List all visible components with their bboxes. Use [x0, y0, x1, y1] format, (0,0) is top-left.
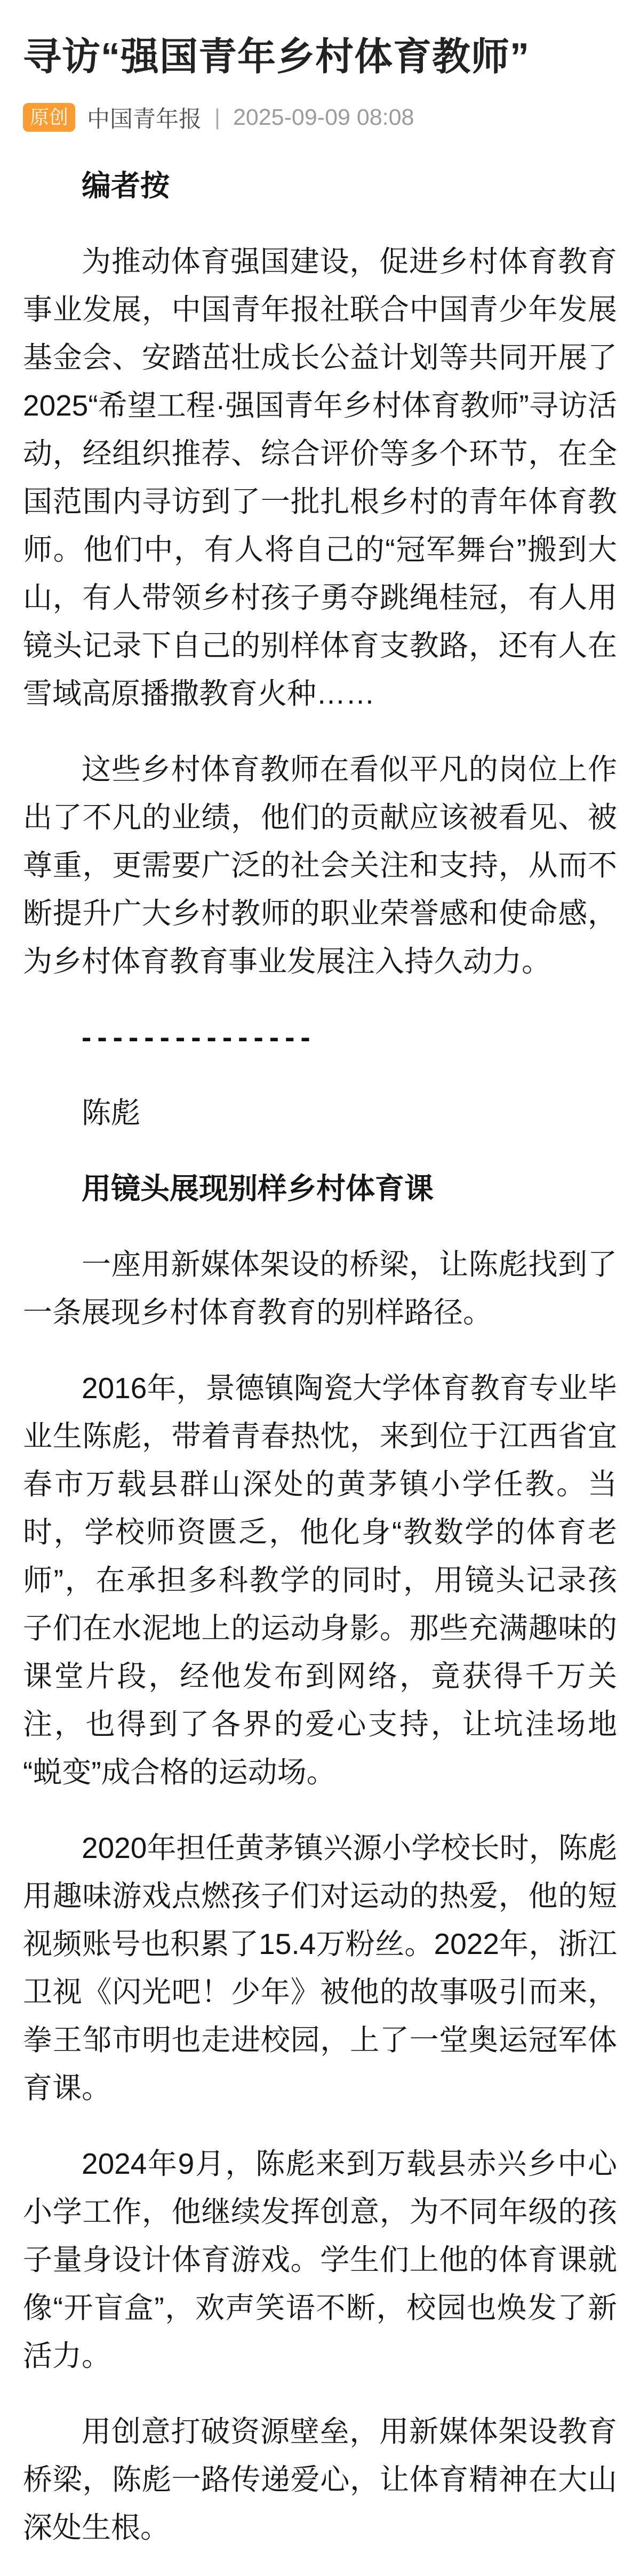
paragraph-7: 用创意打破资源壁垒，用新媒体架设教育桥梁，陈彪一路传递爱心，让体育精神在大山深处生根。 [23, 2414, 617, 2544]
dash-divider: --------------- [82, 1020, 316, 1054]
article-body [23, 162, 617, 2551]
meta-separator: | [214, 105, 220, 130]
article-title: 寻访“强国青年乡村体育教师” [23, 36, 530, 78]
paragraph-6: 2024年9月，陈彪来到万载县赤兴乡中心小学工作，他继续发挥创意，为不同年级的孩子量身设计体育游戏。学生们上他的体育课就像“开盲盒”，欢声笑语不断，校园也焕发了新活力。 [23, 2147, 617, 2372]
section-heading: 用镜头展现别样乡村体育课 [82, 1171, 434, 1205]
paragraph-2: 这些乡村体育教师在看似平凡的岗位上作出了不凡的业绩，他们的贡献应该被看见、被尊重，更需要广泛的社会关注和支持，从而不断提升广大乡村教师的职业荣誉感和使命感，为乡村体育教育事业发展注入持久动力。 [23, 752, 617, 978]
paragraph-5: 2020年担任黄茅镇兴源小学校长时，陈彪用趣味游戏点燃孩子们对运动的热爱，他的短视频账号也积累了15.4万粉丝。2022年，浙江卫视《闪光吧！少年》被他的故事吸引而来，拳王邹市明也走进校园，上了一堂奥运冠军体育课。 [23, 1831, 617, 2104]
article-meta [23, 101, 617, 134]
paragraph-1: 为推动体育强国建设，促进乡村体育教育事业发展，中国青年报社联合中国青少年发展基金会、安踏茁壮成长公益计划等共同开展了2025“希望工程·强国青年乡村体育教师”寻访活动，经组织推荐、综合评价等多个环节，在全国范围内寻访到了一批扎根乡村的青年体育教师。他们中，有人将自己的“冠军舞台”搬到大山，有人带领乡村孩子勇夺跳绳桂冠，有人用镜头记录下自己的别样体育支教路，还有人在雪域高原播撒教育火种…… [23, 244, 617, 710]
source-name[interactable]: 中国青年报 [87, 106, 202, 132]
publish-timestamp: 2025-09-09 08:08 [233, 104, 414, 130]
editor-note-label: 编者按 [82, 169, 170, 202]
author-name: 陈彪 [82, 1096, 141, 1129]
original-badge: 原创 [23, 103, 75, 132]
paragraph-4: 2016年，景德镇陶瓷大学体育教育专业毕业生陈彪，带着青春热忱，来到位于江西省宜春市万载县群山深处的黄茅镇小学任教。当时，学校师资匮乏，他化身“教数学的体育老师”，在承担多科教学的同时，用镜头记录孩子们在水泥地上的运动身影。那些充满趣味的课堂片段，经他发布到网络，竟获得千万关注，也得到了各界的爱心支持，让坑洼场地“蜕变”成合格的运动场。 [23, 1371, 617, 1789]
paragraph-3: 一座用新媒体架设的桥梁，让陈彪找到了一条展现乡村体育教育的别样路径。 [23, 1247, 617, 1329]
